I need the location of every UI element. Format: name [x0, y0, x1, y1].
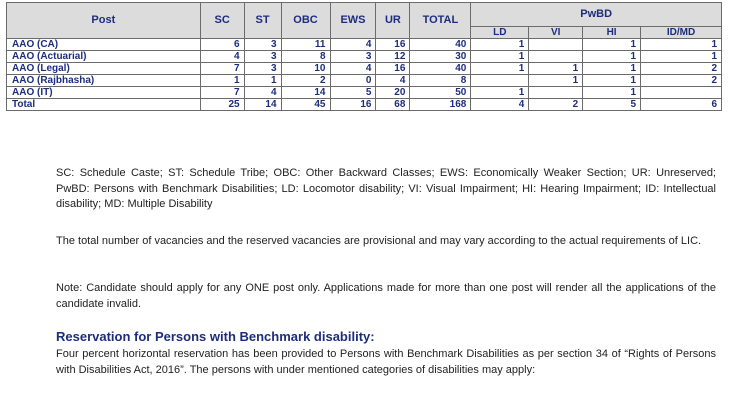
cell-st: 4: [244, 87, 281, 99]
cell-post: AAO (Actuarial): [7, 51, 201, 63]
cell-idmd: 2: [641, 75, 722, 87]
cell-obc: 11: [281, 39, 330, 51]
cell-post: AAO (Legal): [7, 63, 201, 75]
cell-ld: 1: [471, 39, 529, 51]
vacancy-table-body: [7, 39, 722, 111]
cell-ur: 20: [376, 87, 410, 99]
cell-hi: 1: [583, 39, 641, 51]
cell-ews: 4: [330, 39, 376, 51]
header-ur: UR: [376, 3, 410, 39]
reservation-heading: Reservation for Persons with Benchmark disability:: [56, 329, 375, 344]
cell-ews: 0: [330, 75, 376, 87]
cell-vi: 2: [529, 99, 583, 111]
header-vi: VI: [529, 27, 583, 39]
cell-total: 168: [410, 99, 471, 111]
cell-st: 3: [244, 39, 281, 51]
cell-total: 40: [410, 63, 471, 75]
cell-hi: 1: [583, 75, 641, 87]
cell-obc: 10: [281, 63, 330, 75]
header-ews: EWS: [330, 3, 376, 39]
cell-hi: 5: [583, 99, 641, 111]
cell-ld: 1: [471, 87, 529, 99]
header-pwbd: PwBD: [471, 3, 722, 27]
cell-post: AAO (Rajbhasha): [7, 75, 201, 87]
cell-st: 3: [244, 63, 281, 75]
cell-ld: 4: [471, 99, 529, 111]
cell-vi: [529, 39, 583, 51]
cell-sc: 1: [200, 75, 244, 87]
cell-idmd: [641, 87, 722, 99]
header-hi: HI: [583, 27, 641, 39]
header-post: Post: [7, 3, 201, 39]
reservation-body: Four percent horizontal reservation has been provided to Persons with Benchmark Disabilities as per section 34 of “Rights of Persons with Disabilities Act, 2016”. The persons with under mentioned categories of disabilities may apply:: [56, 348, 716, 376]
cell-ld: 1: [471, 51, 529, 63]
cell-vi: [529, 87, 583, 99]
provisional-note: The total number of vacancies and the reserved vacancies are provisional and may vary according to the actual requirements of LIC.: [56, 235, 702, 247]
cell-obc: 8: [281, 51, 330, 63]
cell-sc: 6: [200, 39, 244, 51]
cell-obc: 2: [281, 75, 330, 87]
table-row: [7, 75, 722, 87]
cell-ld: 1: [471, 63, 529, 75]
cell-ur: 12: [376, 51, 410, 63]
cell-idmd: 2: [641, 63, 722, 75]
cell-sc: 25: [200, 99, 244, 111]
cell-ur: 16: [376, 63, 410, 75]
cell-sc: 7: [200, 87, 244, 99]
cell-sc: 7: [200, 63, 244, 75]
cell-total: 40: [410, 39, 471, 51]
cell-ews: 5: [330, 87, 376, 99]
cell-ews: 3: [330, 51, 376, 63]
cell-total: 8: [410, 75, 471, 87]
cell-hi: 1: [583, 87, 641, 99]
header-idmd: ID/MD: [641, 27, 722, 39]
abbreviations-text: SC: Schedule Caste; ST: Schedule Tribe; OBC: Other Backward Classes; EWS: Economically Weaker Section; UR: Unreserved; PwBD: Persons with Benchmark Disabilities; LD: Locomotor disability; VI: Visual Impairment; HI: Hearing Impairment; ID: Intellectual disability; MD: Multiple Disability: [56, 167, 716, 210]
cell-st: 3: [244, 51, 281, 63]
apply-note: Note: Candidate should apply for any ONE post only. Applications made for more than one post will render all the applications of the candidate invalid.: [56, 282, 716, 310]
cell-vi: [529, 51, 583, 63]
cell-ews: 4: [330, 63, 376, 75]
cell-post: AAO (IT): [7, 87, 201, 99]
header-ld: LD: [471, 27, 529, 39]
cell-ld: [471, 75, 529, 87]
vacancy-table: [6, 2, 722, 111]
cell-ur: 4: [376, 75, 410, 87]
header-obc: OBC: [281, 3, 330, 39]
header-sc: SC: [200, 3, 244, 39]
cell-idmd: 6: [641, 99, 722, 111]
header-total: TOTAL: [410, 3, 471, 39]
cell-obc: 45: [281, 99, 330, 111]
table-row: [7, 63, 722, 75]
header-st: ST: [244, 3, 281, 39]
cell-obc: 14: [281, 87, 330, 99]
cell-post: Total: [7, 99, 201, 111]
cell-vi: 1: [529, 63, 583, 75]
table-row: [7, 87, 722, 99]
cell-hi: 1: [583, 63, 641, 75]
table-row: [7, 51, 722, 63]
cell-sc: 4: [200, 51, 244, 63]
cell-idmd: 1: [641, 39, 722, 51]
cell-st: 14: [244, 99, 281, 111]
cell-ur: 68: [376, 99, 410, 111]
cell-idmd: 1: [641, 51, 722, 63]
cell-ews: 16: [330, 99, 376, 111]
cell-post: AAO (CA): [7, 39, 201, 51]
table-row: [7, 39, 722, 51]
table-row: [7, 99, 722, 111]
cell-st: 1: [244, 75, 281, 87]
cell-hi: 1: [583, 51, 641, 63]
cell-total: 30: [410, 51, 471, 63]
cell-vi: 1: [529, 75, 583, 87]
cell-total: 50: [410, 87, 471, 99]
cell-ur: 16: [376, 39, 410, 51]
